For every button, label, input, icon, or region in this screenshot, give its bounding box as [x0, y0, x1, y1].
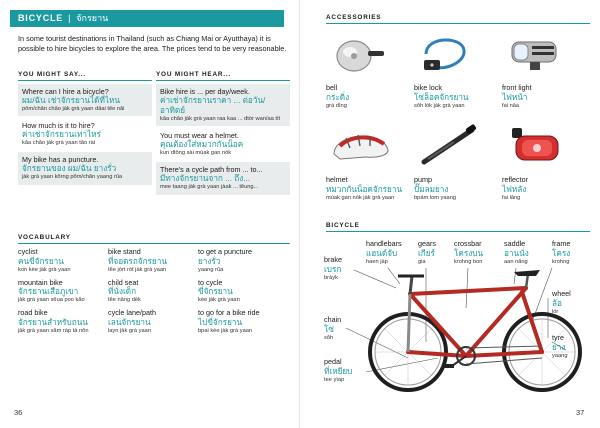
- phrase-transliteration: kun dtông sài mùak gan nók: [160, 150, 232, 157]
- accessory-thai: โซ่ล็อคจักรยาน: [414, 92, 469, 102]
- light-icon: [502, 32, 572, 76]
- vocab-transliteration: kon kèe jàk grà yaan: [18, 266, 71, 273]
- part-transliteration: krohng bon: [454, 258, 483, 265]
- vocab-thai: ยางรั่ว: [198, 256, 221, 266]
- part-transliteration: bràyk: [324, 274, 338, 281]
- accessory-english: bell: [326, 83, 338, 92]
- accessory-item: [414, 124, 494, 202]
- vocab-thai: คนขี่จักรยาน: [18, 256, 64, 266]
- part-english: pedal: [324, 357, 342, 366]
- part-english: gears: [418, 239, 436, 248]
- phrase-english: There's a cycle path from ... to...: [160, 165, 263, 175]
- vocabulary-heading: VOCABULARY: [18, 234, 290, 244]
- vocab-item: [18, 309, 108, 335]
- bike-part-label: [324, 316, 341, 342]
- accessory-thai: หมวกกันน็อคจักรยาน: [326, 184, 403, 194]
- part-thai: โครง: [552, 248, 571, 258]
- accessories-heading: ACCESSORIES: [326, 14, 590, 24]
- vocab-item: [108, 279, 198, 305]
- title-thai: จักรยาน: [76, 13, 109, 23]
- bicycle-heading: BICYCLE: [326, 222, 590, 232]
- phrase-thai: ผม/ฉัน เช่าจักรยานได้ที่ไหน: [22, 96, 120, 105]
- bike-part-label: [552, 290, 571, 316]
- vocab-item: [198, 309, 288, 335]
- vocab-column: [198, 248, 288, 340]
- phrase-transliteration: kâa châo jàk grà yaan raa kaa ... dtòr wan/aa tít: [160, 116, 281, 122]
- phrase-transliteration: kâa châo jàk grà yaan tâo rài: [22, 140, 96, 147]
- part-english: frame: [552, 239, 571, 248]
- phrase-thai: จักรยานของ ผม/ฉัน ยางรั่ว: [22, 164, 117, 174]
- part-transliteration: tee yìap: [324, 376, 345, 383]
- you-might-say-list: [18, 84, 152, 187]
- accessory-item: [326, 32, 406, 110]
- vocab-transliteration: bpai kèe jàk grà yaan: [198, 327, 253, 334]
- part-thai: โครงบน: [454, 248, 484, 258]
- accessory-transliteration: mùak gan nók jàk grà yaan: [326, 194, 395, 201]
- vocab-item: [18, 248, 108, 274]
- phrase-transliteration: pŏm/chăn châo jàk grà yaan dâai têe năi: [22, 106, 125, 112]
- part-transliteration: haen jàp: [366, 258, 388, 265]
- bell-icon: [326, 32, 396, 76]
- you-might-hear-list: [156, 84, 290, 197]
- vocab-column: [108, 248, 198, 340]
- you-might-hear-heading: YOU MIGHT HEAR...: [156, 71, 290, 81]
- part-transliteration: sôh: [324, 334, 334, 341]
- part-thai: เกียร์: [418, 248, 435, 258]
- part-transliteration: gia: [418, 258, 426, 265]
- part-thai: ล้อ: [552, 298, 562, 308]
- part-thai: อานนั่ง: [504, 248, 529, 258]
- part-english: handlebars: [366, 239, 402, 248]
- accessory-english: reflector: [502, 175, 528, 184]
- phrase-english: You must wear a helmet.: [160, 131, 239, 141]
- intro-paragraph: In some tourist destinations in Thailand (such as Chiang Mai or Ayutthaya) it is possible to hire bicycles to explore the area. The prices tend to be very reasonable.: [18, 34, 287, 53]
- vocab-english: to cycle: [198, 277, 223, 287]
- part-english: saddle: [504, 239, 526, 248]
- bike-part-label: [454, 240, 483, 266]
- part-thai: ยาง: [552, 342, 566, 352]
- vocab-item: [198, 248, 288, 274]
- part-english: crossbar: [454, 239, 482, 248]
- bike-part-label: [552, 240, 570, 266]
- vocab-english: road bike: [18, 308, 48, 317]
- bike-part-label: [366, 240, 402, 266]
- title-english: BICYCLE: [18, 13, 64, 23]
- vocab-thai: ที่นั่งเด็ก: [108, 287, 137, 296]
- part-thai: แฮนด์จับ: [366, 248, 398, 258]
- phrase-english: Where can I hire a bicycle?: [22, 87, 109, 96]
- bicycle-diagram: [326, 232, 590, 402]
- phrase-transliteration: jàk grà yaan kŏrng pŏm/chăn yaang rûa: [22, 174, 123, 181]
- you-might-say-heading: YOU MIGHT SAY...: [18, 71, 152, 81]
- vocab-transliteration: têe nâng dèk: [108, 297, 141, 303]
- vocab-english: child seat: [108, 277, 139, 287]
- part-transliteration: lór: [552, 308, 559, 315]
- accessory-item: [326, 124, 406, 202]
- part-thai: โซ่: [324, 324, 334, 334]
- page-title: [10, 10, 284, 27]
- part-transliteration: aan nâng: [504, 258, 528, 265]
- bike-part-label: [324, 358, 352, 384]
- accessory-english: helmet: [326, 175, 348, 184]
- vocab-transliteration: yaang rûa: [198, 266, 224, 273]
- title-separator: |: [68, 13, 72, 23]
- accessory-english: pump: [414, 175, 432, 184]
- phrase-thai: มีทางจักรยานจาก ... ถึง...: [160, 174, 251, 184]
- part-english: tyre: [552, 333, 564, 342]
- bike-part-label: [418, 240, 436, 266]
- accessory-thai: ปั๊มลมยาง: [414, 184, 449, 194]
- vocab-english: cyclist: [18, 247, 38, 256]
- part-thai: เบรก: [324, 264, 342, 274]
- phrase-thai: คุณต้องใส่หมวกกันน็อค: [160, 140, 244, 150]
- bike-part-label: [504, 240, 529, 266]
- phrase-box: [18, 118, 152, 150]
- part-english: chain: [324, 315, 342, 324]
- accessory-item: [414, 32, 494, 110]
- part-english: brake: [324, 255, 342, 264]
- vocab-item: [108, 309, 198, 335]
- phrase-english: Bike hire is ... per day/week.: [160, 87, 250, 96]
- vocab-english: cycle lane/path: [108, 308, 156, 317]
- vocab-thai: จักรยานสำหรับถนน: [18, 317, 88, 327]
- accessory-transliteration: fai lăng: [502, 194, 521, 201]
- vocab-english: to go for a bike ride: [198, 308, 260, 317]
- helmet-icon: [326, 124, 396, 168]
- vocab-transliteration: têe jòrt rót jàk grà yaan: [108, 266, 167, 273]
- vocab-english: mountain bike: [18, 277, 63, 287]
- phrase-box: [156, 162, 290, 194]
- accessory-transliteration: grà dìng: [326, 102, 347, 109]
- page-number-left: 36: [14, 408, 23, 417]
- vocab-column: [18, 248, 108, 340]
- vocab-item: [18, 279, 108, 305]
- accessory-transliteration: fai nâa: [502, 102, 520, 109]
- phrase-box: [18, 84, 152, 116]
- vocab-thai: จักรยานเสือภูเขา: [18, 287, 79, 296]
- pump-icon: [414, 124, 484, 168]
- vocab-transliteration: kèe jàk grà yaan: [198, 297, 240, 303]
- part-english: wheel: [552, 289, 571, 298]
- accessory-english: front light: [502, 83, 532, 92]
- vocab-item: [108, 248, 198, 274]
- page-number-right: 37: [576, 408, 585, 417]
- bike-part-label: [324, 256, 342, 282]
- vocab-english: to get a puncture: [198, 247, 252, 256]
- phrase-transliteration: mee taang jàk grà yaan jàak ... tĕung...: [160, 184, 259, 191]
- phrase-box: [156, 128, 290, 160]
- vocab-thai: ที่จอดรถจักรยาน: [108, 256, 167, 266]
- accessory-item: [502, 124, 582, 202]
- accessory-transliteration: bpám lom yaang: [414, 194, 457, 201]
- vocab-item: [198, 279, 288, 305]
- accessory-transliteration: sôh lók jàk grà yaan: [414, 102, 465, 109]
- part-thai: ที่เหยียบ: [324, 366, 353, 376]
- part-transliteration: yaang: [552, 352, 568, 359]
- accessory-thai: กระดิ่ง: [326, 92, 350, 102]
- phrase-thai: ค่าเช่าจักรยานเท่าไหร่: [22, 130, 101, 140]
- reflector-icon: [502, 124, 572, 168]
- phrase-box: [18, 152, 152, 184]
- phrase-box: [156, 84, 290, 126]
- vocabulary-list: [18, 248, 290, 398]
- vocab-transliteration: layn jàk grà yaan: [108, 327, 151, 334]
- vocab-english: bike stand: [108, 247, 141, 256]
- bike-part-label: [552, 334, 568, 360]
- vocab-transliteration: jàk grà yaan săm ràp tà nŏn: [18, 327, 89, 334]
- phrase-thai: ค่าเช่าจักรยานราคา ... ต่อวัน/อาทิตย์: [160, 96, 266, 115]
- accessory-thai: ไฟหลัง: [502, 184, 527, 194]
- vocab-thai: ขี่จักรยาน: [198, 287, 233, 296]
- vocab-thai: ไปขี่จักรยาน: [198, 317, 243, 327]
- right-page: [300, 0, 600, 428]
- accessory-item: [502, 32, 582, 110]
- vocab-thai: เลนจักรยาน: [108, 317, 151, 327]
- part-transliteration: krohng: [552, 258, 570, 265]
- phrase-english: How much is it to hire?: [22, 121, 95, 131]
- accessory-thai: ไฟหน้า: [502, 92, 528, 102]
- accessory-english: bike lock: [414, 83, 442, 92]
- vocab-transliteration: jàk grà yaan sĕua poo kăo: [18, 297, 85, 303]
- phrase-english: My bike has a puncture.: [22, 155, 99, 165]
- lock-icon: [414, 32, 484, 76]
